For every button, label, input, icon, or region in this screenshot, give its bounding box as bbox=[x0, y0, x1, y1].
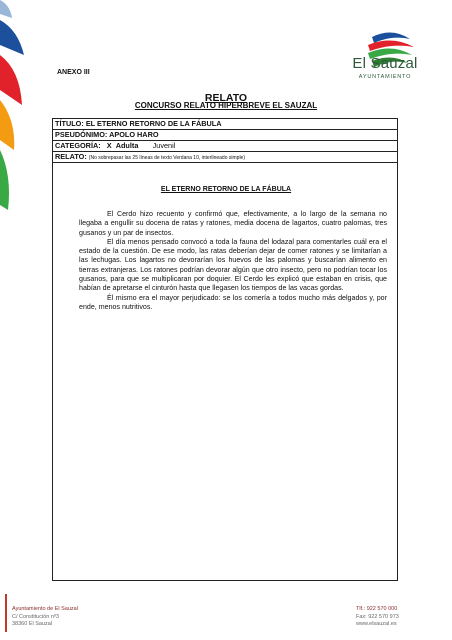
entry-form bbox=[52, 118, 398, 581]
document-title: RELATO bbox=[204, 92, 248, 104]
footer-org: Ayuntamiento de El Sauzal bbox=[12, 606, 78, 612]
annex-label: ANEXO III bbox=[57, 69, 90, 76]
categoria-label: CATEGORÍA: bbox=[55, 141, 101, 150]
titulo-value: EL ETERNO RETORNO DE LA FÁBULA bbox=[85, 119, 222, 128]
footer-web: www.elsauzal.es bbox=[356, 621, 397, 627]
footer-street: C/ Constitución nº3 bbox=[12, 613, 59, 620]
story-paragraph: El Cerdo hizo recuento y confirmó que, efectivamente, a lo largo de la semana no llegaba a engullir su docena de ratas y ratones, media docena de lagartos, cuatro palomas, tres gusanos y un par de insectos. bbox=[79, 210, 387, 237]
categoria-option-juvenil: Juvenil bbox=[152, 141, 176, 150]
categoria-row bbox=[53, 141, 397, 152]
relato-row bbox=[53, 152, 397, 163]
logo-name: El Sauzal bbox=[352, 55, 418, 72]
footer-fax: Fax: 922 570 973 bbox=[356, 613, 399, 620]
document-subtitle: CONCURSO RELATO HIPERBREVE EL SAUZAL bbox=[134, 101, 318, 110]
pseudonimo-row bbox=[53, 130, 397, 141]
footer-address bbox=[12, 606, 78, 629]
footer-city: 38360 El Sauzal bbox=[12, 621, 53, 627]
titulo-label: TÍTULO: bbox=[55, 119, 84, 128]
footer-contact bbox=[356, 606, 399, 629]
story-paragraph: El día menos pensado convocó a toda la fauna del lodazal para comentarles cuál era el estado de la cuestión. De ese modo, las ratas deberían dejar de comer ratones y se limitarían a las lechugas. Los lagartos no devorarían los huevos de las palomas y buscarían alimento en tierras extranjeras. Los ratones podrían devorar algún que otro insecto, pero no podrían tocar los gusanos, para que se multiplicaran por doquier. El Cerdo les explicó que estaban en crisis, que habían de apretarse el cinturón hasta que llegasen los tiempos de las vacas gordas. bbox=[79, 237, 387, 293]
pseudonimo-value: APOLO HARO bbox=[109, 130, 159, 139]
categoria-mark: X bbox=[106, 141, 112, 150]
relato-label: RELATO: bbox=[55, 152, 87, 161]
story-body bbox=[79, 210, 387, 312]
footer-accent-bar bbox=[5, 594, 7, 632]
logo-subtitle: AYUNTAMIENTO bbox=[358, 74, 412, 80]
footer-phone: Tlf.: 922 570 000 bbox=[356, 606, 398, 612]
story-paragraph: Él mismo era el mayor perjudicado: se los comería a todos mucho más delgados y, por ende, menos nutritivos. bbox=[79, 293, 387, 311]
categoria-option-adulta: Adulta bbox=[115, 141, 139, 150]
pseudonimo-label: PSEUDÓNIMO: bbox=[55, 130, 108, 139]
titulo-row bbox=[53, 119, 397, 130]
story-title: EL ETERNO RETORNO DE LA FÁBULA bbox=[160, 186, 292, 193]
decorative-swoosh bbox=[0, 0, 40, 230]
relato-note: (No sobrepasar las 25 líneas de texto Verdana 10, interlineado simple) bbox=[88, 155, 246, 161]
